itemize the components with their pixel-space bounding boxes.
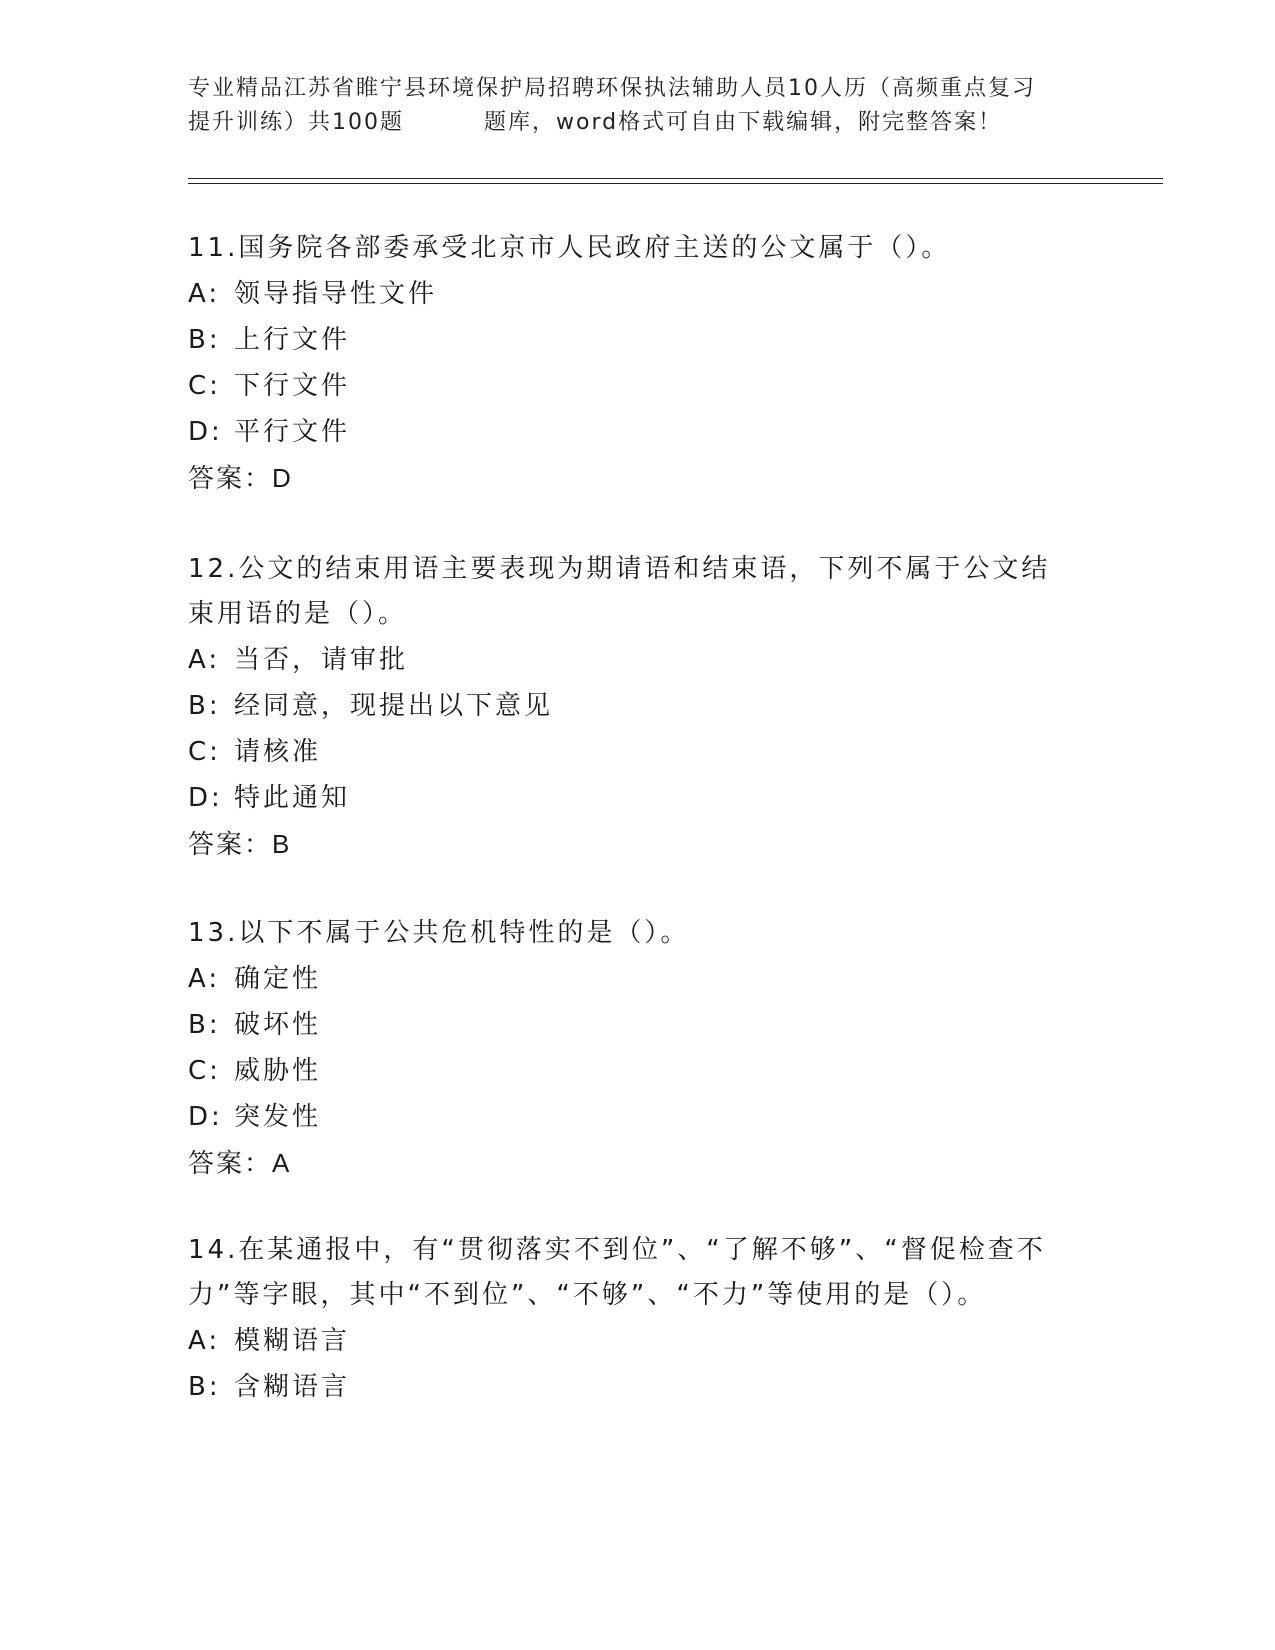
option-text: 领导指导性文件 <box>234 279 438 309</box>
option-c <box>188 1048 1078 1094</box>
answer: 答案：B <box>188 829 292 859</box>
option-letter: B: <box>188 691 221 721</box>
option-letter: A: <box>188 1326 221 1356</box>
option-c <box>188 729 1078 775</box>
option-text: 请核准 <box>234 737 322 767</box>
option-text: 破坏性 <box>234 1010 322 1040</box>
option-text: 含糊语言 <box>234 1372 351 1402</box>
option-b <box>188 1364 1078 1410</box>
option-text: 突发性 <box>234 1102 322 1132</box>
header-line-2-part-1: 提升训练）共100题 <box>188 110 404 135</box>
option-letter: B: <box>188 1372 221 1402</box>
option-c <box>188 363 1078 409</box>
option-a <box>188 1318 1078 1364</box>
option-b <box>188 683 1078 729</box>
option-letter: A: <box>188 279 221 309</box>
option-text: 模糊语言 <box>234 1326 351 1356</box>
option-letter: C: <box>188 737 221 767</box>
option-letter: D: <box>188 783 223 813</box>
option-d <box>188 775 1078 821</box>
option-a <box>188 271 1078 317</box>
option-text: 上行文件 <box>234 325 351 355</box>
option-letter: B: <box>188 325 221 355</box>
question-stem: 11.国务院各部委承受北京市人民政府主送的公文属于（）。 <box>188 233 951 263</box>
question-13 <box>188 911 1078 1186</box>
question-stem: 13.以下不属于公共危机特性的是（）。 <box>188 918 690 948</box>
option-d <box>188 409 1078 455</box>
option-letter: A: <box>188 645 221 675</box>
question-14 <box>188 1228 1078 1410</box>
option-text: 经同意，现提出以下意见 <box>234 691 554 721</box>
header-divider-bottom <box>188 183 1163 184</box>
option-b <box>188 1002 1078 1048</box>
header-line-1: 专业精品江苏省睢宁县环境保护局招聘环保执法辅助人员10人历（高频重点复习 <box>188 76 1036 101</box>
option-letter: C: <box>188 1056 221 1086</box>
document-header <box>188 72 1088 140</box>
header-line-2 <box>188 106 1088 140</box>
option-letter: D: <box>188 1102 223 1132</box>
option-text: 确定性 <box>234 964 322 994</box>
option-a <box>188 637 1078 683</box>
answer: 答案：A <box>188 1148 292 1178</box>
option-text: 特此通知 <box>234 783 351 813</box>
question-stem: 14.在某通报中，有“贯彻落实不到位”、“了解不够”、“督促检查不力”等字眼，其中“不到位”、“不够”、“不力”等使用的是（）。 <box>188 1235 1046 1310</box>
option-d <box>188 1094 1078 1140</box>
question-stem: 12.公文的结束用语主要表现为期请语和结束语，下列不属于公文结束用语的是（）。 <box>188 554 1051 629</box>
option-letter: D: <box>188 417 223 447</box>
option-text: 下行文件 <box>234 371 351 401</box>
option-letter: A: <box>188 964 221 994</box>
option-text: 平行文件 <box>234 417 351 447</box>
option-a <box>188 956 1078 1002</box>
question-12 <box>188 547 1078 867</box>
header-divider-top <box>188 178 1163 179</box>
header-line-2-part-2: 题库，word格式可自由下载编辑，附完整答案！ <box>484 110 1003 135</box>
option-letter: B: <box>188 1010 221 1040</box>
answer: 答案：D <box>188 463 293 493</box>
question-11 <box>188 226 1078 501</box>
option-b <box>188 317 1078 363</box>
option-text: 威胁性 <box>234 1056 322 1086</box>
option-letter: C: <box>188 371 221 401</box>
option-text: 当否，请审批 <box>234 645 409 675</box>
